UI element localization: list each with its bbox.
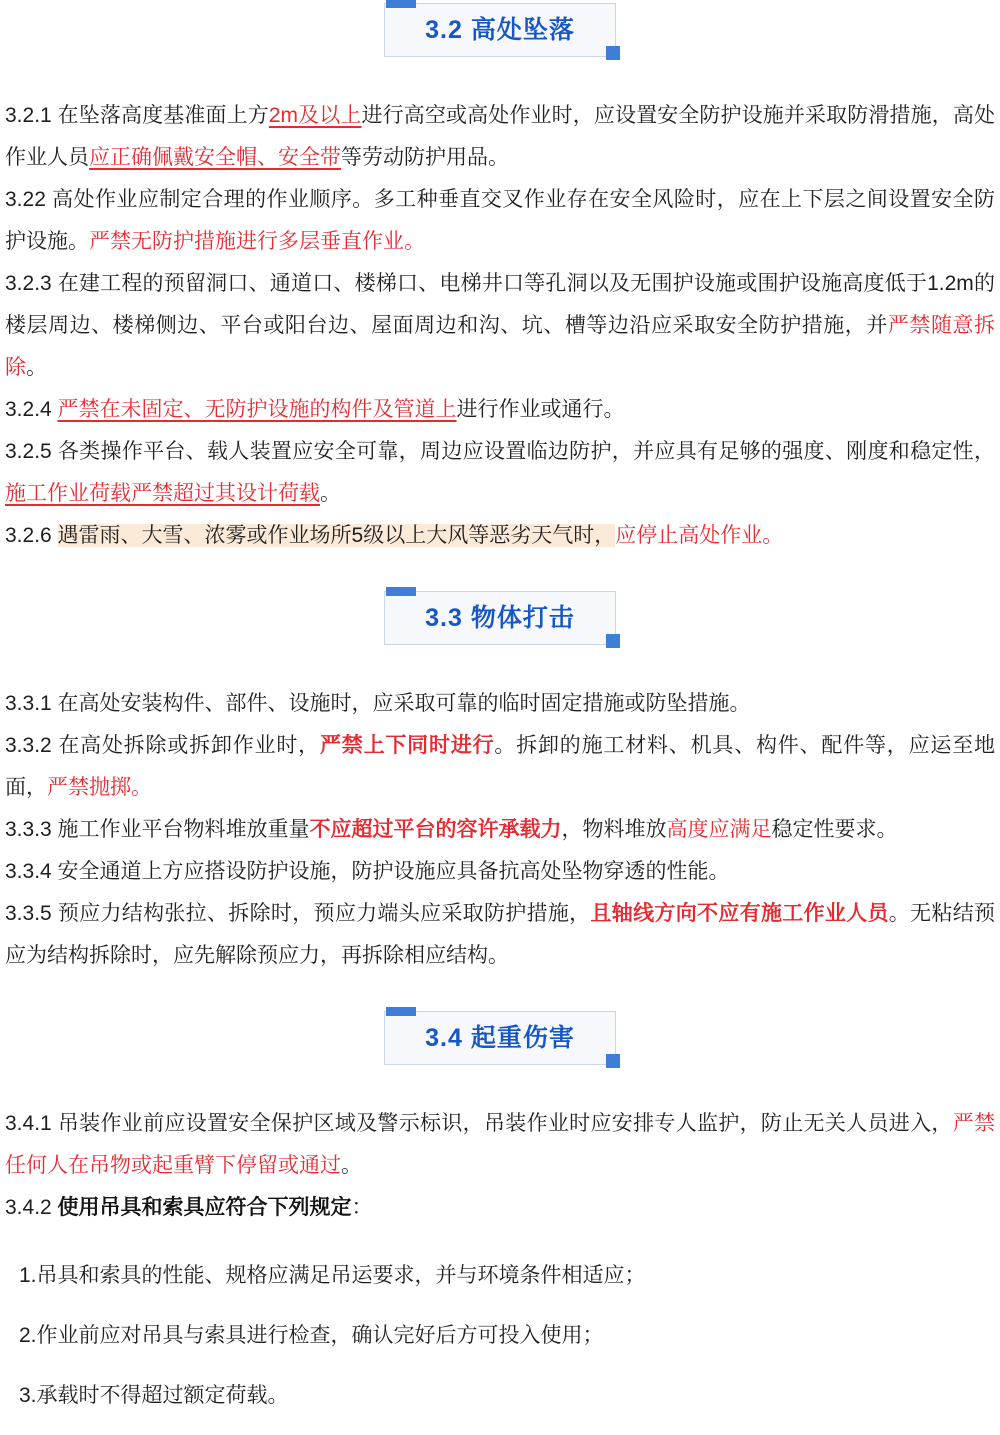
text-run: 3.3.2 在高处拆除或拆卸作业时， xyxy=(5,734,320,757)
paragraph xyxy=(5,179,995,263)
section-header-box-3.3 xyxy=(384,591,616,645)
corner-bar-icon xyxy=(386,587,416,596)
text-run: 严禁上下同时进行 xyxy=(319,734,495,757)
numbered-list xyxy=(5,1255,995,1417)
paragraph xyxy=(5,95,995,179)
paragraph xyxy=(5,851,995,893)
text-run: 3.2.6 xyxy=(5,524,58,547)
paragraph xyxy=(5,725,995,809)
section-3.4 xyxy=(5,1011,995,1417)
text-run: 进行高空或高处作业时，应设置安全防护设施并采取防滑措施，高处作业人员 xyxy=(5,104,995,169)
text-run: 不应超过平台的容许承载力 xyxy=(309,818,562,841)
text-run: 遇雷雨、大雪、浓雾或作业场所5级以上大风等恶劣天气时， xyxy=(57,524,616,547)
text-run: 且轴线方向不应有施工作业人员 xyxy=(590,902,889,925)
section-3.2 xyxy=(5,3,995,557)
section-header-row xyxy=(5,1011,995,1065)
text-run: 。 xyxy=(320,482,341,505)
section-paragraphs xyxy=(5,1103,995,1229)
corner-square-icon xyxy=(606,634,620,648)
section-header-row xyxy=(5,3,995,57)
text-run: 应正确佩戴安全帽、安全带 xyxy=(89,146,341,169)
text-run: 。 xyxy=(762,524,784,547)
list-item: 2.作业前应对吊具与索具进行检查，确认完好后方可投入使用； xyxy=(19,1324,604,1347)
text-run: 3.3.1 在高处安装构件、部件、设施时，应采取可靠的临时固定措施或防坠措施。 xyxy=(5,692,751,715)
text-run: 严禁随意拆除 xyxy=(5,314,996,379)
text-run: 施工作业荷载严禁超过其设计荷载 xyxy=(5,482,320,505)
text-run: 。无粘结预应为结构拆除时，应先解除预应力，再拆除相应结构。 xyxy=(5,902,996,967)
section-paragraphs xyxy=(5,95,995,557)
paragraph xyxy=(5,1103,995,1187)
section-header-row xyxy=(5,591,995,645)
section-3.3 xyxy=(5,591,995,977)
list-item: 3.承载时不得超过额定荷载。 xyxy=(19,1384,289,1407)
section-title: 3.3 物体打击 xyxy=(425,604,575,632)
text-run: 。 xyxy=(26,356,47,379)
corner-bar-icon xyxy=(386,0,416,8)
corner-square-icon xyxy=(606,46,620,60)
document-content xyxy=(5,3,995,1417)
text-run: 严禁抛掷 xyxy=(47,776,131,799)
text-run: 3.2.5 各类操作平台、载人装置应安全可靠，周边应设置临边防护，并应具有足够的强度、刚度和稳定性， xyxy=(5,440,995,463)
text-run: 进行作业或通行。 xyxy=(456,398,625,421)
section-header-box-3.4 xyxy=(384,1011,616,1065)
text-run: 3.3.5 预应力结构张拉、拆除时，预应力端头应采取防护措施， xyxy=(5,902,591,925)
paragraph xyxy=(5,1187,995,1229)
text-run: ： xyxy=(351,1196,373,1219)
text-run: ，物料堆放 xyxy=(561,818,667,841)
document-page xyxy=(5,3,995,1417)
paragraph xyxy=(5,263,995,389)
text-run: 。 xyxy=(341,1154,362,1177)
text-run: 高度应满足 xyxy=(666,818,772,841)
text-run: 3.2.4 xyxy=(5,398,58,421)
section-paragraphs xyxy=(5,683,995,977)
text-run: 严禁任何人在吊物或起重臂下停留或通过 xyxy=(5,1112,995,1177)
paragraph xyxy=(5,515,995,557)
text-run: 。拆卸的施工材料、机具、构件、配件等，应运至地面， xyxy=(5,734,996,799)
corner-bar-icon xyxy=(386,1007,416,1016)
text-run: 2m及以上 xyxy=(268,104,362,127)
text-run: 应停止高处作业 xyxy=(615,524,763,547)
text-run: 3.4.2 xyxy=(5,1196,58,1219)
section-title: 3.4 起重伤害 xyxy=(425,1024,575,1052)
section-title: 3.2 高处坠落 xyxy=(425,16,575,44)
text-run: 稳定性要求。 xyxy=(771,818,898,841)
paragraph xyxy=(5,389,995,431)
corner-square-icon xyxy=(606,1054,620,1068)
text-run: 严禁在未固定、无防护设施的构件及管道上 xyxy=(57,398,457,421)
text-run: 3.4.1 吊装作业前应设置安全保护区域及警示标识，吊装作业时应安排专人监护，防止无关人员进入， xyxy=(5,1112,953,1135)
text-run: 3.3.3 施工作业平台物料堆放重量 xyxy=(5,818,310,841)
text-run: 使用吊具和索具应符合下列规定 xyxy=(57,1196,352,1219)
paragraph xyxy=(5,809,995,851)
text-run: 3.22 高处作业应制定合理的作业顺序。多工种垂直交叉作业存在安全风险时，应在上下层之间设置安全防护设施。 xyxy=(5,188,995,253)
paragraph xyxy=(5,893,995,977)
text-run: 3.2.3 在建工程的预留洞口、通道口、楼梯口、电梯井口等孔洞以及无围护设施或围护设施高度低于1.2m的楼层周边、楼梯侧边、平台或阳台边、屋面周边和沟、坑、槽等边沿应采取安全防护措施，并 xyxy=(5,272,995,337)
list-item: 1.吊具和索具的性能、规格应满足吊运要求，并与环境条件相适应； xyxy=(19,1264,646,1287)
paragraph xyxy=(5,683,995,725)
text-run: 等劳动防护用品。 xyxy=(341,146,509,169)
section-header-box-3.2 xyxy=(384,3,616,57)
text-run: 3.3.4 安全通道上方应搭设防护设施，防护设施应具备抗高处坠物穿透的性能。 xyxy=(5,860,730,883)
text-run: 。 xyxy=(131,776,152,799)
text-run: 3.2.1 在坠落高度基准面上方 xyxy=(5,104,269,127)
text-run: 严禁无防护措施进行多层垂直作业。 xyxy=(89,230,425,253)
paragraph xyxy=(5,431,995,515)
